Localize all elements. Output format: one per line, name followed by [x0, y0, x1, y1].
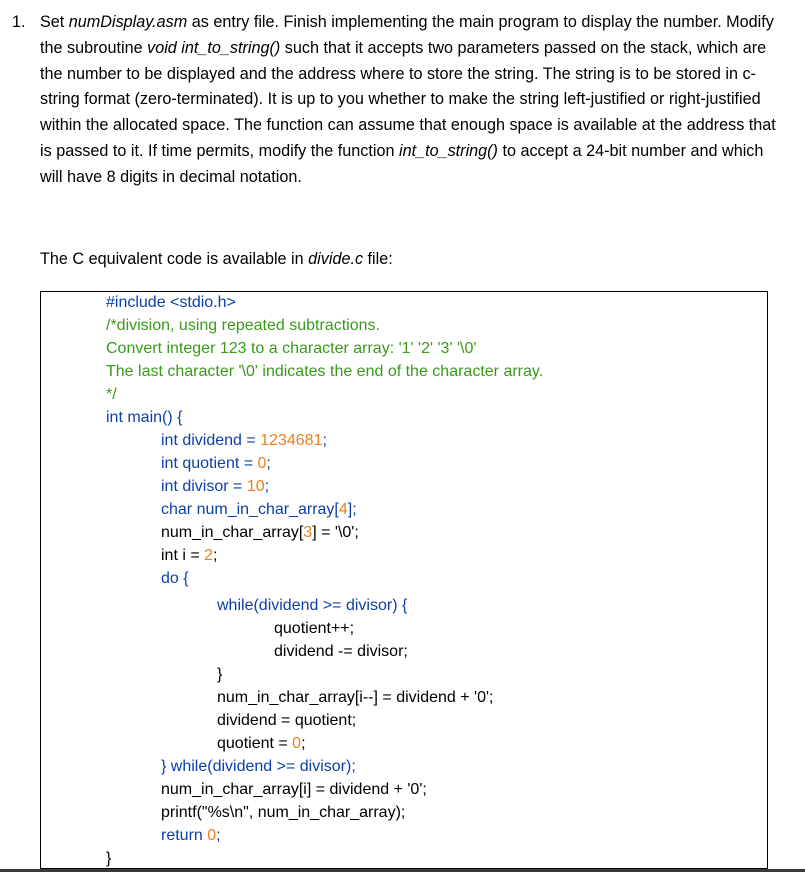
intro-text: The C equivalent code is available in [40, 250, 309, 268]
task-text: Set [40, 13, 69, 31]
subroutine-signature: void int_to_string() [147, 38, 281, 57]
task-paragraph [40, 10, 782, 191]
code-line: printf("%s\n", num_in_char_array); [161, 804, 406, 821]
code-line: num_in_char_array[i] = dividend + '0'; [161, 781, 427, 798]
task-item [12, 10, 782, 191]
task-text: such that it accepts two parameters passed on the stack, which are the number to be displayed and the address where to store the string. The string is to be stored in c-string format (zero-terminated). It is up to you whether to make the string left-justified or right-justified within the allocated space. The function can assume that enough space is available at the address that is passed to it. If time permits, modify the function [40, 38, 776, 160]
code-line: int i = 2; [161, 547, 218, 564]
code-line: char num_in_char_array[4]; [161, 501, 357, 518]
intro-text: file: [363, 250, 393, 268]
code-line: int dividend = 1234681; [161, 432, 327, 449]
function-name: int_to_string() [398, 141, 498, 160]
code-line-close: } [106, 850, 112, 867]
code-line-include: #include <stdio.h> [106, 294, 236, 311]
code-line: num_in_char_array[i--] = dividend + '0'; [217, 689, 494, 706]
code-line: } while(dividend >= divisor); [161, 758, 356, 775]
code-line: } [217, 666, 223, 683]
code-comment: Convert integer 123 to a character array: '1' '2' '3' '\0' [106, 340, 477, 357]
code-line: dividend -= divisor; [274, 643, 408, 660]
code-line: dividend = quotient; [217, 712, 357, 729]
code-line: num_in_char_array[3] = '\0'; [161, 524, 359, 541]
code-line: int divisor = 10; [161, 478, 270, 495]
code-line-main: int main() { [106, 409, 183, 426]
code-line: quotient++; [274, 620, 355, 637]
code-line: quotient = 0; [217, 735, 306, 752]
code-comment: */ [106, 386, 117, 403]
code-comment: /*division, using repeated subtractions. [106, 317, 380, 334]
code-line: return 0; [161, 827, 221, 844]
task-text: as entry file. Finish implementing the main program to display the number. Modify the subroutine [40, 13, 774, 57]
task-text: to accept a 24-bit number and which will have 8 digits in decimal notation. [40, 141, 764, 186]
code-intro [40, 247, 393, 271]
code-listing [40, 291, 768, 869]
task-number: 1. [12, 13, 26, 31]
source-file-name: divide.c [308, 250, 364, 268]
entry-file-name: numDisplay.asm [68, 13, 188, 31]
code-comment: The last character '\0' indicates the end of the character array. [106, 363, 544, 380]
code-line: do { [161, 570, 189, 587]
code-line: int quotient = 0; [161, 455, 271, 472]
code-line: while(dividend >= divisor) { [217, 597, 408, 614]
